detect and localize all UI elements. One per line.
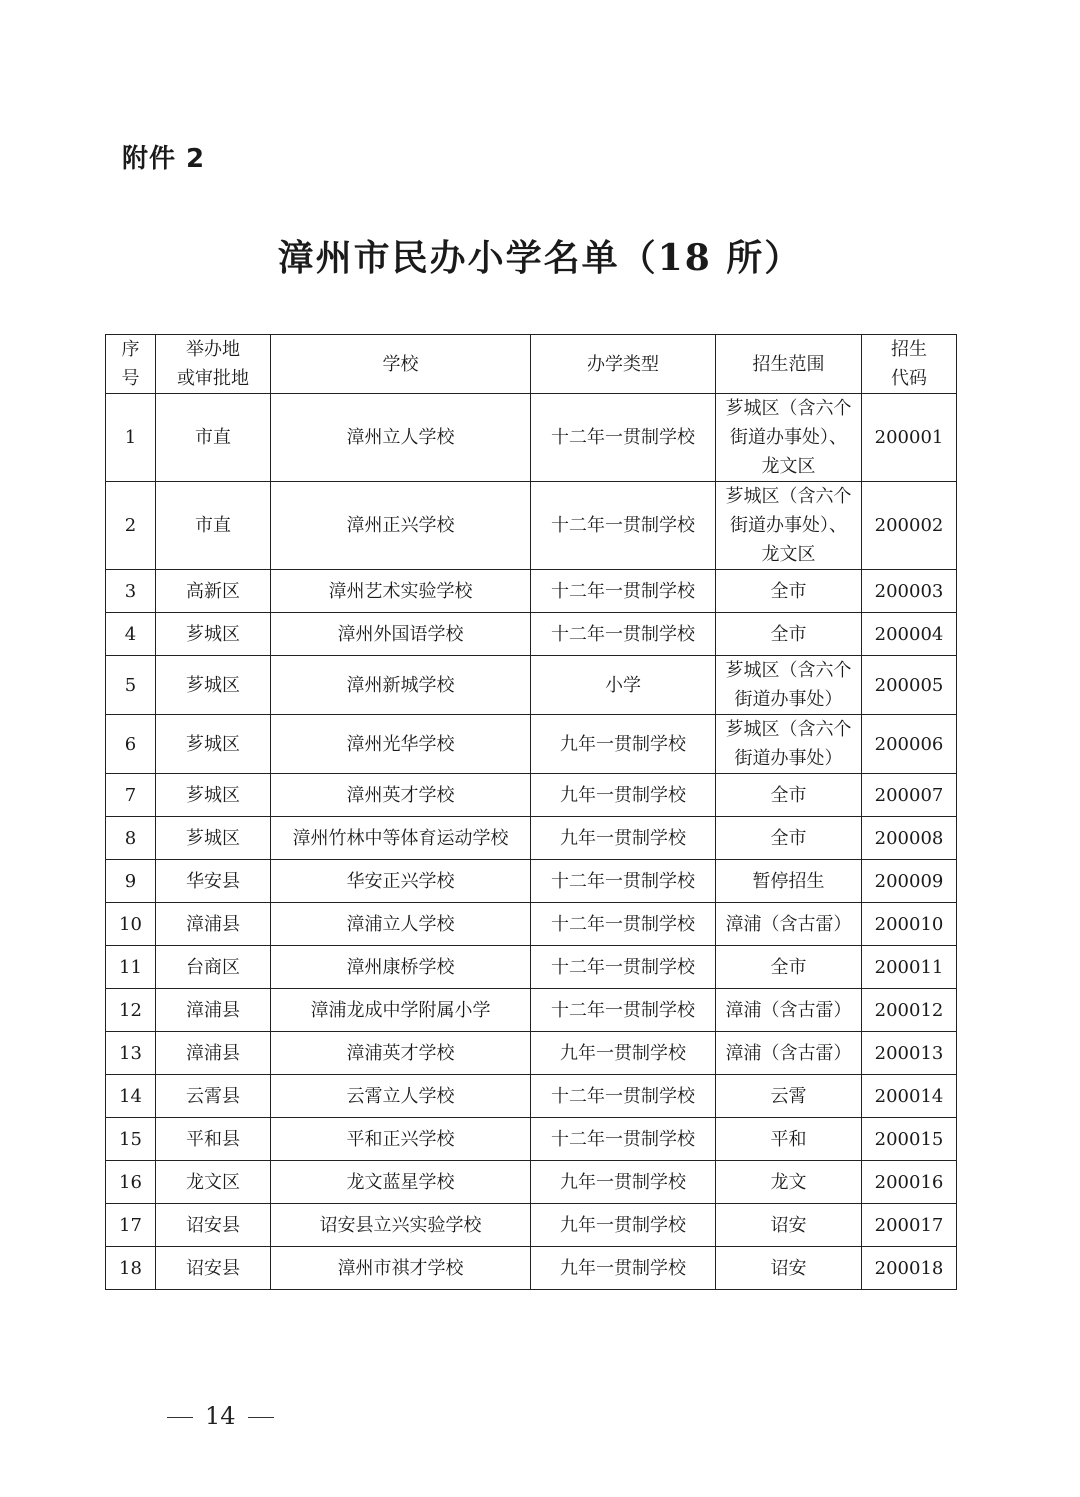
cell-scope <box>716 903 862 946</box>
attachment-label: 附件 2 <box>122 144 206 174</box>
scope-line: 漳浦（含古雷） <box>725 1042 852 1064</box>
cell-index: 13 <box>106 1032 156 1075</box>
table-row <box>106 1204 957 1247</box>
cell-school: 漳州光华学校 <box>271 715 531 774</box>
table-row <box>106 1118 957 1161</box>
page-footer <box>155 1402 286 1430</box>
cell-scope <box>716 394 862 482</box>
cell-type: 十二年一贯制学校 <box>531 946 716 989</box>
cell-school: 漳州英才学校 <box>271 774 531 817</box>
cell-code: 200004 <box>862 613 957 656</box>
cell-index: 11 <box>106 946 156 989</box>
table-row <box>106 946 957 989</box>
cell-index: 5 <box>106 656 156 715</box>
table-row <box>106 1032 957 1075</box>
cell-school: 漳州竹林中等体育运动学校 <box>271 817 531 860</box>
cell-index: 6 <box>106 715 156 774</box>
cell-authority: 漳浦县 <box>156 903 271 946</box>
cell-school: 龙文蓝星学校 <box>271 1161 531 1204</box>
cell-scope <box>716 482 862 570</box>
header-type: 办学类型 <box>531 335 716 394</box>
scope-line: 全市 <box>770 784 807 806</box>
scope-line: 芗城区（含六个 <box>725 719 852 740</box>
cell-index: 2 <box>106 482 156 570</box>
scope-line: 芗城区（含六个 <box>725 486 852 507</box>
cell-type: 十二年一贯制学校 <box>531 394 716 482</box>
cell-scope <box>716 1247 862 1290</box>
cell-authority: 云霄县 <box>156 1075 271 1118</box>
table-header-row <box>106 335 957 394</box>
page-number: 14 <box>205 1402 236 1430</box>
cell-school: 漳浦英才学校 <box>271 1032 531 1075</box>
page-title: 漳州市民办小学名单（18 所） <box>277 237 803 279</box>
scope-line: 全市 <box>770 827 807 849</box>
table-row <box>106 1075 957 1118</box>
table-row <box>106 774 957 817</box>
table-row <box>106 715 957 774</box>
cell-code: 200002 <box>862 482 957 570</box>
cell-school: 平和正兴学校 <box>271 1118 531 1161</box>
cell-school: 漳州新城学校 <box>271 656 531 715</box>
scope-line: 诏安 <box>770 1257 807 1279</box>
cell-code: 200015 <box>862 1118 957 1161</box>
cell-authority: 市直 <box>156 394 271 482</box>
table-row <box>106 656 957 715</box>
header-authority: 举办地 或审批地 <box>156 335 271 394</box>
table-body <box>106 394 957 1290</box>
scope-line: 云霄 <box>770 1085 807 1107</box>
scope-line: 全市 <box>770 956 807 978</box>
cell-authority: 高新区 <box>156 570 271 613</box>
cell-authority: 龙文区 <box>156 1161 271 1204</box>
cell-type: 十二年一贯制学校 <box>531 613 716 656</box>
cell-index: 17 <box>106 1204 156 1247</box>
cell-index: 9 <box>106 860 156 903</box>
cell-scope <box>716 1118 862 1161</box>
cell-authority: 漳浦县 <box>156 1032 271 1075</box>
cell-school: 漳州康桥学校 <box>271 946 531 989</box>
cell-scope <box>716 715 862 774</box>
cell-type: 九年一贯制学校 <box>531 1204 716 1247</box>
cell-code: 200003 <box>862 570 957 613</box>
scope-line: 龙文区 <box>761 456 816 477</box>
cell-school: 漳州外国语学校 <box>271 613 531 656</box>
cell-scope <box>716 774 862 817</box>
cell-code: 200001 <box>862 394 957 482</box>
cell-school: 诏安县立兴实验学校 <box>271 1204 531 1247</box>
table-row <box>106 394 957 482</box>
table-row <box>106 989 957 1032</box>
cell-type: 九年一贯制学校 <box>531 715 716 774</box>
scope-line: 漳浦（含古雷） <box>725 999 852 1021</box>
cell-code: 200016 <box>862 1161 957 1204</box>
cell-authority: 诏安县 <box>156 1204 271 1247</box>
cell-school: 漳州正兴学校 <box>271 482 531 570</box>
header-scope: 招生范围 <box>716 335 862 394</box>
cell-school: 漳浦立人学校 <box>271 903 531 946</box>
cell-type: 十二年一贯制学校 <box>531 860 716 903</box>
cell-index: 8 <box>106 817 156 860</box>
table-row <box>106 482 957 570</box>
cell-code: 200010 <box>862 903 957 946</box>
cell-index: 14 <box>106 1075 156 1118</box>
table-row <box>106 860 957 903</box>
cell-scope <box>716 1032 862 1075</box>
cell-authority: 华安县 <box>156 860 271 903</box>
scope-line: 芗城区（含六个 <box>725 398 852 419</box>
cell-authority: 台商区 <box>156 946 271 989</box>
cell-school: 华安正兴学校 <box>271 860 531 903</box>
cell-type: 九年一贯制学校 <box>531 774 716 817</box>
cell-code: 200008 <box>862 817 957 860</box>
table-row <box>106 817 957 860</box>
cell-code: 200012 <box>862 989 957 1032</box>
cell-authority: 芗城区 <box>156 817 271 860</box>
cell-index: 4 <box>106 613 156 656</box>
cell-type: 小学 <box>531 656 716 715</box>
cell-authority: 诏安县 <box>156 1247 271 1290</box>
table-row <box>106 613 957 656</box>
cell-scope <box>716 817 862 860</box>
cell-school: 漳浦龙成中学附属小学 <box>271 989 531 1032</box>
cell-school: 云霄立人学校 <box>271 1075 531 1118</box>
cell-index: 3 <box>106 570 156 613</box>
cell-index: 1 <box>106 394 156 482</box>
cell-type: 十二年一贯制学校 <box>531 1075 716 1118</box>
table-row <box>106 903 957 946</box>
cell-code: 200014 <box>862 1075 957 1118</box>
cell-scope <box>716 570 862 613</box>
cell-school: 漳州艺术实验学校 <box>271 570 531 613</box>
scope-line: 街道办事处）、 <box>730 427 847 448</box>
table-row <box>106 1161 957 1204</box>
cell-scope <box>716 946 862 989</box>
cell-type: 十二年一贯制学校 <box>531 1118 716 1161</box>
cell-authority: 市直 <box>156 482 271 570</box>
footer-dash-left <box>167 1417 193 1419</box>
scope-line: 龙文 <box>770 1171 807 1193</box>
table-row <box>106 1247 957 1290</box>
cell-type: 九年一贯制学校 <box>531 817 716 860</box>
cell-type: 九年一贯制学校 <box>531 1032 716 1075</box>
table-row <box>106 570 957 613</box>
cell-type: 十二年一贯制学校 <box>531 570 716 613</box>
cell-code: 200013 <box>862 1032 957 1075</box>
scope-line: 诏安 <box>770 1214 807 1236</box>
scope-line: 芗城区（含六个 <box>725 660 852 681</box>
cell-authority: 漳浦县 <box>156 989 271 1032</box>
cell-code: 200005 <box>862 656 957 715</box>
cell-code: 200007 <box>862 774 957 817</box>
cell-scope <box>716 1075 862 1118</box>
cell-scope <box>716 613 862 656</box>
cell-index: 16 <box>106 1161 156 1204</box>
scope-line: 街道办事处）、 <box>730 515 847 536</box>
cell-authority: 芗城区 <box>156 774 271 817</box>
cell-school: 漳州立人学校 <box>271 394 531 482</box>
scope-line: 全市 <box>770 580 807 602</box>
cell-code: 200006 <box>862 715 957 774</box>
cell-scope <box>716 1161 862 1204</box>
cell-type: 九年一贯制学校 <box>531 1247 716 1290</box>
cell-code: 200011 <box>862 946 957 989</box>
cell-index: 10 <box>106 903 156 946</box>
scope-line: 龙文区 <box>761 544 816 565</box>
cell-type: 九年一贯制学校 <box>531 1161 716 1204</box>
cell-scope <box>716 989 862 1032</box>
scope-line: 暂停招生 <box>752 870 825 892</box>
cell-code: 200017 <box>862 1204 957 1247</box>
header-school: 学校 <box>271 335 531 394</box>
cell-index: 15 <box>106 1118 156 1161</box>
header-index: 序 号 <box>106 335 156 394</box>
cell-school: 漳州市祺才学校 <box>271 1247 531 1290</box>
school-list-table <box>105 334 957 1290</box>
cell-type: 十二年一贯制学校 <box>531 989 716 1032</box>
scope-line: 街道办事处） <box>734 748 843 769</box>
cell-type: 十二年一贯制学校 <box>531 482 716 570</box>
cell-index: 7 <box>106 774 156 817</box>
cell-type: 十二年一贯制学校 <box>531 903 716 946</box>
scope-line: 平和 <box>770 1128 807 1150</box>
cell-scope <box>716 1204 862 1247</box>
cell-authority: 平和县 <box>156 1118 271 1161</box>
cell-authority: 芗城区 <box>156 656 271 715</box>
cell-authority: 芗城区 <box>156 715 271 774</box>
header-code: 招生 代码 <box>862 335 957 394</box>
cell-code: 200018 <box>862 1247 957 1290</box>
cell-index: 12 <box>106 989 156 1032</box>
cell-index: 18 <box>106 1247 156 1290</box>
footer-dash-right <box>248 1417 274 1419</box>
cell-scope <box>716 860 862 903</box>
scope-line: 全市 <box>770 623 807 645</box>
cell-code: 200009 <box>862 860 957 903</box>
cell-scope <box>716 656 862 715</box>
scope-line: 漳浦（含古雷） <box>725 913 852 935</box>
scope-line: 街道办事处） <box>734 689 843 710</box>
cell-authority: 芗城区 <box>156 613 271 656</box>
